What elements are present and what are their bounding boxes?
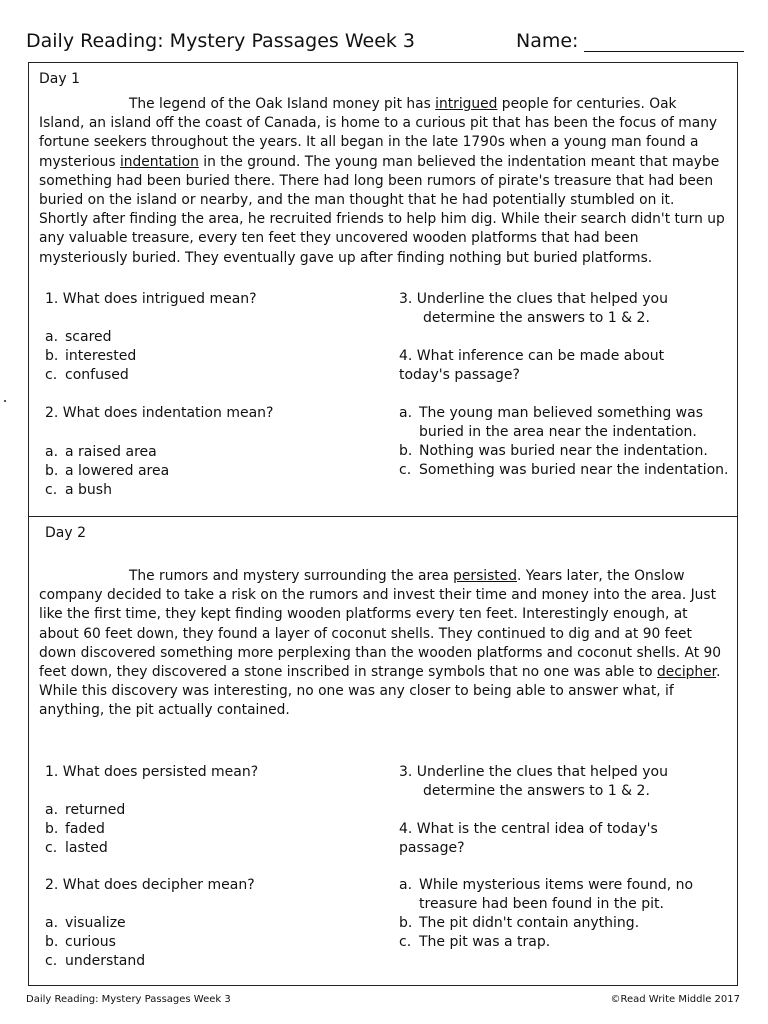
option[interactable]: b. a lowered area xyxy=(45,463,170,479)
day1-question-3: 3. Underline the clues that helped you determine the answers to 1 & 2. xyxy=(399,291,668,326)
footer-title: Daily Reading: Mystery Passages Week 3 xyxy=(26,994,231,1005)
day2-question-1: 1. What does persisted mean? xyxy=(45,764,259,780)
day1-question-2: 2. What does indentation mean? xyxy=(45,405,274,421)
day2-q2-options xyxy=(45,914,145,971)
page-title: Daily Reading: Mystery Passages Week 3 xyxy=(26,30,416,52)
day1-passage: The legend of the Oak Island money pit has intrigued people for centuries. Oak Island, an island off the coast of Canada, is home to a curious pit that has been the focus of many fortune seekers throughout the years. It all began in the late 1790s when a young man found a mysterious indentation in the ground. The young man believed the indentation meant that maybe something had been buried there. There had long been rumors of pirate's treasure that had been buried on the island or nearby, and the man thought that he had potentially stumbled on it. Shortly after finding the area, he recruited friends to help him dig. While their search didn't turn up any valuable treasure, every ten feet they uncovered wooden platforms that had been mysteriously buried. They eventually gave up after finding nothing but buried platforms. xyxy=(39,96,725,266)
name-blank-line[interactable] xyxy=(584,33,744,52)
day2-q1-options xyxy=(45,801,125,858)
vocab-intrigued: intrigued xyxy=(435,96,498,112)
day2-label: Day 2 xyxy=(45,525,87,541)
option[interactable]: a. The young man believed something was buried in the area near the indentation. xyxy=(399,405,703,440)
option[interactable]: a. returned xyxy=(45,802,126,818)
option[interactable]: a. scared xyxy=(45,329,112,345)
option[interactable]: a. visualize xyxy=(45,915,126,931)
vocab-indentation: indentation xyxy=(119,153,199,170)
day1-q2-options xyxy=(45,443,169,500)
option[interactable]: a. a raised area xyxy=(45,444,157,460)
day2-question-2: 2. What does decipher mean? xyxy=(45,877,255,893)
option[interactable]: a. While mysterious items were found, no treasure had been found in the pit. xyxy=(399,877,694,912)
option[interactable]: c. Something was buried near the indentation. xyxy=(399,462,729,478)
option[interactable]: c. The pit was a trap. xyxy=(399,934,551,950)
option[interactable]: c. a bush xyxy=(45,482,112,498)
day1-question-1: 1. What does intrigued mean? xyxy=(45,291,257,307)
name-label: Name: xyxy=(516,30,579,52)
option[interactable]: b. faded xyxy=(45,821,105,837)
vocab-persisted: persisted xyxy=(453,568,517,584)
day2-question-4: 4. What is the central idea of today's passage? xyxy=(399,821,658,856)
stray-mark xyxy=(4,400,6,402)
day2-q4-options xyxy=(399,876,729,952)
day2-question-3: 3. Underline the clues that helped you determine the answers to 1 & 2. xyxy=(399,764,668,799)
day1-question-4: 4. What inference can be made about today's passage? xyxy=(399,348,665,383)
option[interactable]: b. The pit didn't contain anything. xyxy=(399,915,640,931)
option[interactable]: c. understand xyxy=(45,953,146,969)
day1-q1-options xyxy=(45,328,136,385)
option[interactable]: c. confused xyxy=(45,367,129,383)
option[interactable]: b. interested xyxy=(45,348,137,364)
day1-label: Day 1 xyxy=(39,71,81,87)
option[interactable]: b. curious xyxy=(45,934,116,950)
worksheet-box xyxy=(28,62,738,986)
name-field xyxy=(516,30,744,52)
day1-q4-options xyxy=(399,404,729,480)
option[interactable]: b. Nothing was buried near the indentation. xyxy=(399,443,708,459)
footer-copyright: ©Read Write Middle 2017 xyxy=(610,994,740,1005)
vocab-decipher: decipher xyxy=(657,664,717,681)
day-divider xyxy=(29,516,737,517)
option[interactable]: c. lasted xyxy=(45,840,108,856)
day2-passage: The rumors and mystery surrounding the area persisted. Years later, the Onslow company decided to take a risk on the rumors and invest their time and money into the area. Just like the first time, they kept finding wooden platforms every ten feet. Interestingly enough, at about 60 feet down, they found a layer of coconut shells. They continued to dig and at 90 feet down discovered something more perplexing than the wooden platforms and coconut shells. At 90 feet down, they discovered a stone inscribed in strange symbols that no one was able to decipher. While this discovery was interesting, no one was any closer to being able to answer what, if anything, the pit actually contained. xyxy=(39,568,722,719)
